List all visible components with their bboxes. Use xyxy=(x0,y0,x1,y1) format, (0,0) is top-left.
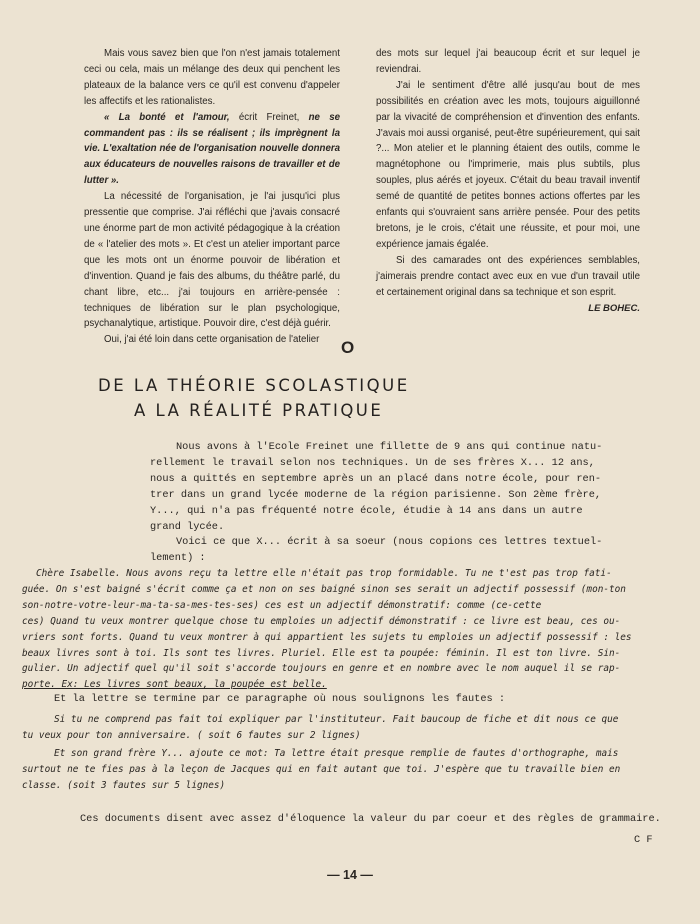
letter-line: gulier. Un adjectif quel qu'il soit s'accorde toujours en genre et en nombre avec le nom auquel il se rap- xyxy=(22,663,621,675)
typed-line: grand lycée. xyxy=(150,520,225,533)
ending-text xyxy=(22,712,618,744)
letter-line: ces) Quand tu veux montrer quelque chose tu emploies un adjectif démonstratif : ce livre est beau, ces ou- xyxy=(22,615,621,627)
heading-line-2: A LA RÉALITÉ PRATIQUE xyxy=(134,401,384,420)
typed-line: Y..., qui n'a pas fréquenté notre école, étudie à 14 ans dans un autre xyxy=(150,504,583,517)
initials: C F xyxy=(634,834,653,846)
typed-line: rellement le travail selon nos techniques. Un de ses frères X... 12 ans, xyxy=(150,456,595,469)
typed-line: lement) : xyxy=(150,552,206,565)
ending-intro: Et la lettre se termine par ce paragraphe où nous soulignons les fautes : xyxy=(54,693,506,705)
letter-line: vriers sont forts. Quand tu veux montrer à qui appartient les sujets tu emploies un adjectif possessif : les xyxy=(22,631,632,643)
typed-intro xyxy=(150,440,602,567)
letter-line: Chère Isabelle. Nous avons reçu ta lettre elle n'était pas trop formidable. Tu ne t'est pas trop fati- xyxy=(36,568,612,579)
brother-line: Et son grand frère Y... ajoute ce mot: Ta lettre était presque remplie de fautes d'orthographe, mais xyxy=(54,748,619,759)
page-number: — 14 — xyxy=(327,868,373,882)
signature: LE BOHEC. xyxy=(588,302,640,314)
typed-line: nous a quittés en septembre après un an placé dans notre école, pour ren- xyxy=(150,472,602,485)
right-column xyxy=(376,46,640,316)
left-column xyxy=(84,46,340,348)
section-divider: O xyxy=(341,338,355,357)
ending-line: tu veux pour ton anniversaire. ( soit 6 fautes sur 2 lignes) xyxy=(22,729,361,741)
typed-line: Nous avons à l'Ecole Freinet une fillette de 9 ans qui continue natu- xyxy=(176,441,603,453)
letter-text xyxy=(22,566,632,693)
letter-line: guée. On s'est baigné s'écrit comme ça et non on ses baigné sinon ses serait un adjectif possessif (mon-ton xyxy=(22,583,626,595)
quote-attribution: écrit Freinet, xyxy=(229,111,309,123)
paragraph: La nécessité de l'organisation, je l'ai jusqu'ici plus pressentie que comprise. J'ai réfléchi que j'avais consacré une énorme part de mon activité pédagogique à la création de « l'atelier des mots ». Et c'est un atelier important parce que les mots ont un énorme pouvoir de libération et d'invention. Quand je fais des albums, du théâtre parlé, du chant libre, etc... j'ai toujours en arrière-pensée : techniques de libération sur le plan psychologique, psychanalytique, artistique. Pouvoir dire, c'est déjà guérir. xyxy=(84,191,340,330)
ending-line: Si tu ne comprend pas fait toi expliquer par l'instituteur. Fait baucoup de fiche et dit nous ce que xyxy=(54,714,619,725)
freinet-quote xyxy=(84,110,340,190)
letter-line: beaux livres sont à toi. Ils sont tes livres. Pluriel. Elle est ta poupée: féminin. Il est ton livre. Sin- xyxy=(22,647,621,659)
brother-text xyxy=(22,746,620,794)
letter-line: porte. Ex: Les livres sont beaux, la poupée est belle. xyxy=(22,679,327,691)
heading-line-1: DE LA THÉORIE SCOLASTIQUE xyxy=(98,376,410,395)
typed-line: trer dans un grand lycée moderne de la région parisienne. Son 2ème frère, xyxy=(150,488,602,501)
conclusion: Ces documents disent avec assez d'éloquence la valeur du par coeur et des règles de grammaire. xyxy=(80,813,661,825)
paragraph: Oui, j'ai été loin dans cette organisation de l'atelier xyxy=(104,334,320,346)
quote-open: « La bonté et l'amour, xyxy=(104,111,230,123)
brother-line: classe. (soit 3 fautes sur 5 lignes) xyxy=(22,779,226,791)
paragraph: Mais vous savez bien que l'on n'est jamais totalement ceci ou cela, mais un mélange des deux qui penchent les plateaux de la balance vers ce qu'il est convenu d'appeler les affectifs et les rationalistes. xyxy=(84,48,340,107)
paragraph: Si des camarades ont des expériences semblables, j'aimerais prendre contact avec eux en vue d'un travail utile et certainement original dans sa technique et son esprit. xyxy=(376,254,640,298)
brother-line: surtout ne te fies pas à la leçon de Jacques qui en fait autant que toi. J'espère que tu travaille bien en xyxy=(22,763,621,775)
paragraph: des mots sur lequel j'ai beaucoup écrit et sur lequel je reviendrai. xyxy=(376,48,640,75)
typed-line: Voici ce que X... écrit à sa soeur (nous copions ces lettres textuel- xyxy=(176,536,603,549)
paragraph: J'ai le sentiment d'être allé jusqu'au bout de mes possibilités en création avec les mots, toujours aiguillonné par la vivacité de compréhension et d'invention des enfants. J'avais moi aussi organisé, peut-être supérieurement, qui sait ?... Mon atelier et le planning étaient des outils, comme le magnétophone ou l'imprimerie, mais plus subtils, plus souples, plus aérés et joyeux. C'était du beau travail inventif semé de quantité de petites bonnes actions offertes par les enfants qui s'ouvraient sans arrière pensée. Pour des petits bretons, je le crois, c'était une réussite, et pour moi, une expérience jamais égalée. xyxy=(376,79,640,250)
letter-line: son-notre-votre-leur-ma-ta-sa-mes-tes-ses) ces est un adjectif démonstratif: comme (ce-cette xyxy=(22,599,542,611)
quote-rest: ne se commandent pas : ils se réalisent ; ils imprègnent la vie. L'exaltation née de l'organisation nouvelle donnera aux éducateurs de nouvelles raisons de travailler et de lutter ». xyxy=(84,111,341,187)
